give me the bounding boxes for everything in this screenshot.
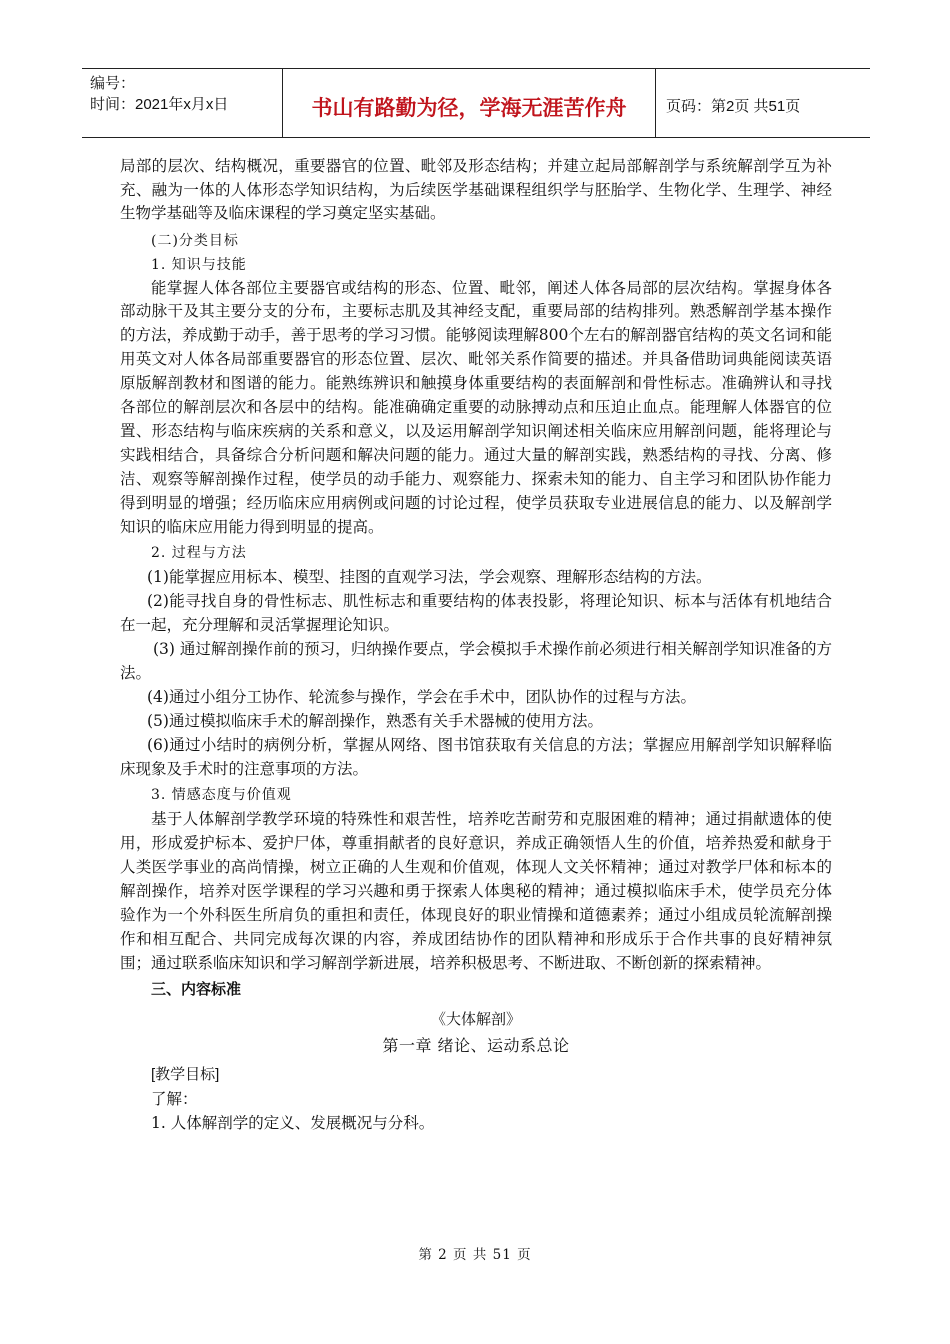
- knowledge-heading: 1. 知识与技能: [151, 256, 247, 273]
- time-label: 时间：2021年x月x日: [90, 96, 229, 113]
- document-body: [120, 155, 832, 1135]
- course-title: 《大体解剖》: [430, 1011, 521, 1029]
- process-heading: 2. 过程与方法: [151, 545, 247, 562]
- goal-item-one: 1. 人体解剖学的定义、发展概况与分科。: [151, 1114, 435, 1133]
- page-header: [82, 68, 870, 138]
- number-label: 编号：: [90, 75, 136, 92]
- attitude-paragraph: 基于人体解剖学教学环境的特殊性和艰苦性，培养吃苦耐劳和克服困难的精神；通过捐献遗体的使用，形成爱护标本、爱护尸体，尊重捐献者的良好意识，养成正确领悟人生的价值，培养热爱和献身于人类医学事业的高尚情操，树立正确的人生观和价值观，体现人文关怀精神；通过对教学尸体和标本的解剖操作，培养对医学课程的学习兴趣和勇于探索人体奥秘的精神；通过模拟临床手术，使学员充分体验作为一个外科医生所肩负的重担和责任，体现良好的职业情操和道德素养；通过小组成员轮流解剖操作和相互配合、共同完成每次课的内容，养成团结协作的团队精神和形成乐于合作共事的良好精神氛围；通过联系临床知识和学习解剖学新进展，培养积极思考、不断进取、不断创新的探索精神。: [120, 810, 832, 973]
- attitude-heading: 3. 情感态度与价值观: [151, 787, 292, 804]
- chapter-title: 第一章 绪论、运动系总论: [382, 1036, 570, 1056]
- process-item: (5)通过模拟临床手术的解剖操作，熟悉有关手术器械的使用方法。: [147, 712, 603, 731]
- section-three-heading: 三、内容标准: [151, 981, 242, 999]
- process-item: (3) 通过解剖操作前的预习，归纳操作要点，学会模拟手术操作前必须进行相关解剖学知识准备的方法。: [120, 640, 832, 683]
- teaching-goal-label: [教学目标]: [151, 1066, 220, 1084]
- process-item: (4)通过小组分工协作、轮流参与操作，学会在手术中，团队协作的过程与方法。: [147, 688, 696, 707]
- understand-label: 了解：: [151, 1090, 198, 1109]
- process-item: (2)能寻找自身的骨性标志、肌性标志和重要结构的体表投影，将理论知识、标本与活体有机地结合在一起，充分理解和灵活掌握理论知识。: [120, 592, 832, 635]
- process-item: (1)能掌握应用标本、模型、挂图的直观学习法，学会观察、理解形态结构的方法。: [147, 568, 712, 587]
- header-page-info: 页码：第2页 共51页: [666, 97, 801, 115]
- intro-paragraph: 局部的层次、结构概况，重要器官的位置、毗邻及形态结构；并建立起局部解剖学与系统解剖学互为补充、融为一体的人体形态学知识结构，为后续医学基础课程组织学与胚胎学、生物化学、生理学、神经生物学基础等及临床课程的学习奠定坚实基础。: [120, 157, 832, 222]
- knowledge-paragraph: 能掌握人体各部位主要器官或结构的形态、位置、毗邻，阐述人体各局部的层次结构。掌握身体各部动脉干及其主要分支的分布，主要标志肌及其神经支配，重要局部的结构排列。熟悉解剖学基本操作的方法，养成勤于动手，善于思考的学习习惯。能够阅读理解800个左右的解剖器官结构的英文名词和能用英文对人体各局部重要器官的形态位置、层次、毗邻关系作简要的描述。并具备借助词典能阅读英语原版解剖教材和图谱的能力。能熟练辨识和触摸身体重要结构的表面解剖和骨性标志。准确辨认和寻找各部位的解剖层次和各层中的结构。能准确确定重要的动脉搏动点和压迫止血点。能理解人体器官的位置、形态结构与临床疾病的关系和意义，以及运用解剖学知识阐述相关临床应用解剖问题，能将理论与实践相结合，具备综合分析问题和解决问题的能力。通过大量的解剖实践，熟悉结构的寻找、分离、修洁、观察等解剖操作过程，使学员的动手能力、观察能力、探索未知的能力、自主学习和团队协作能力得到明显的增强；经历临床应用病例或问题的讨论过程，使学员获取专业进展信息的能力、以及解剖学知识的临床应用能力得到明显的提高。: [120, 278, 832, 536]
- header-left-cell: [82, 69, 282, 137]
- header-motto: 书山有路勤为径，学海无涯苦作舟: [282, 69, 656, 137]
- process-item: (6)通过小结时的病例分析，掌握从网络、图书馆获取有关信息的方法；掌握应用解剖学知识解释临床现象及手术时的注意事项的方法。: [120, 736, 832, 779]
- classification-heading: (二)分类目标: [151, 232, 239, 249]
- page-footer: 第 2 页 共 51 页: [418, 1247, 532, 1263]
